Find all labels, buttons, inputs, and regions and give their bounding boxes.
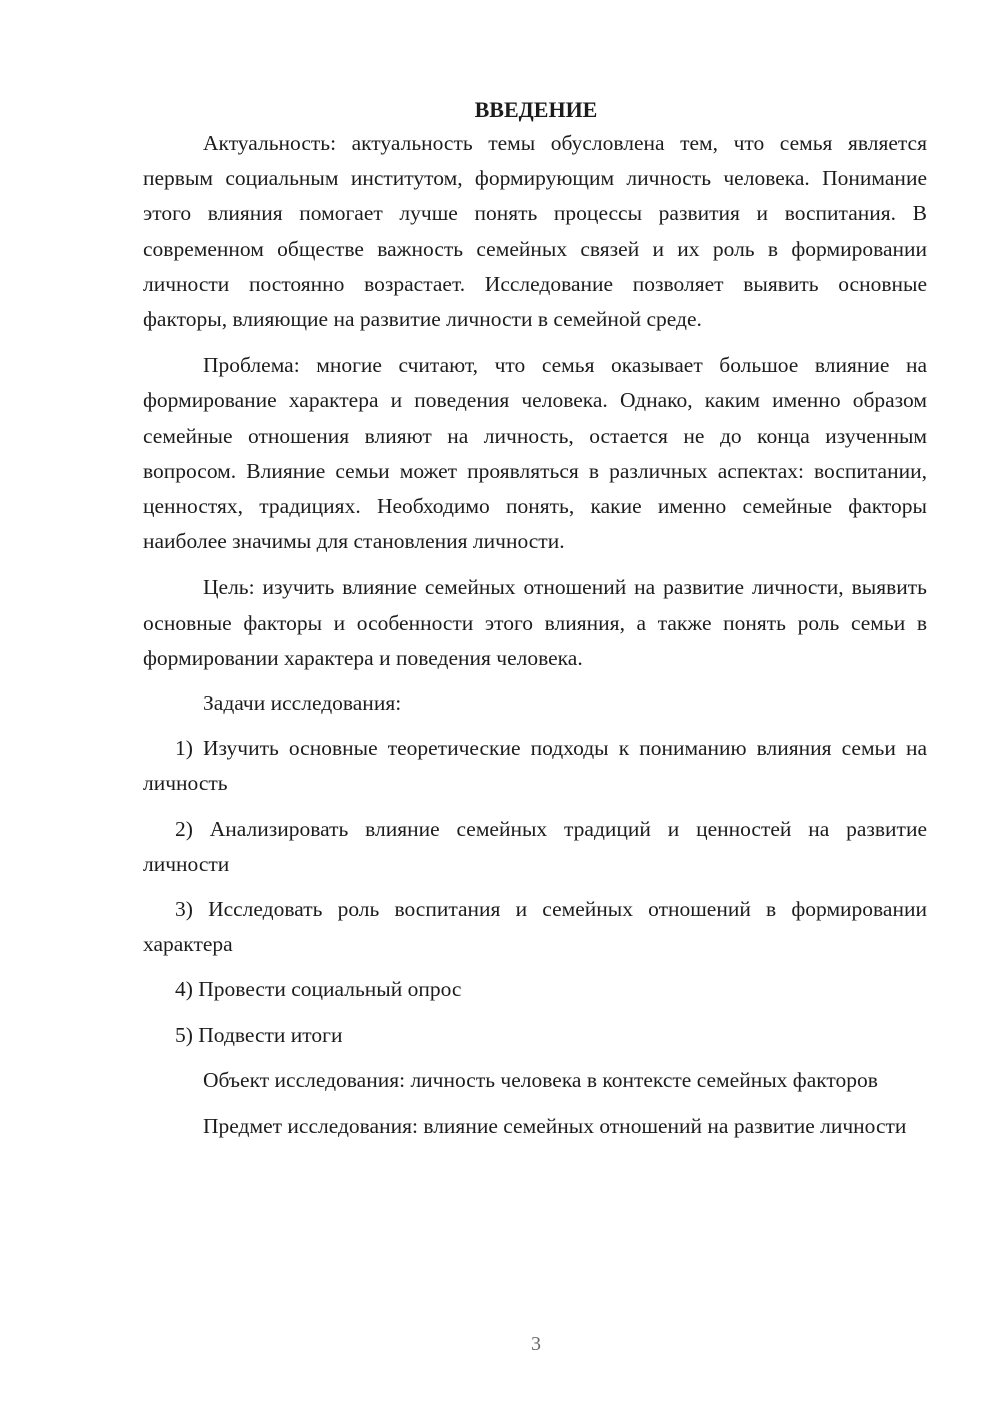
goal-paragraph: Цель: изучить влияние семейных отношений на развитие личности, выявить основные факторы и особенности этого влияния, а также понять роль семьи в формировании характера и поведения человека. xyxy=(143,575,927,670)
section-heading: ВВЕДЕНИЕ xyxy=(474,97,598,122)
relevance-paragraph: Актуальность: актуальность темы обусловлена тем, что семья является первым социальным институтом, формирующим личность человека. Понимание этого влияния помогает лучше понять процессы развития и воспитания. В современном обществе важность семейных связей и их роль в формировании личности постоянно возрастает. Исследование позволяет выявить основные факторы, влияющие на развитие личности в семейной среде. xyxy=(143,131,927,332)
task-item-5: 5) Подвести итоги xyxy=(175,1022,343,1047)
page-content xyxy=(143,92,927,1144)
task-item-4: 4) Провести социальный опрос xyxy=(175,977,462,1002)
subject-paragraph: Предмет исследования: влияние семейных отношений на развитие личности xyxy=(203,1114,907,1139)
page-number: 3 xyxy=(531,1333,541,1355)
task-item-3: 3) Исследовать роль воспитания и семейных отношений в формировании характера xyxy=(143,897,927,957)
object-paragraph: Объект исследования: личность человека в контексте семейных факторов xyxy=(203,1067,878,1092)
tasks-heading: Задачи исследования: xyxy=(203,691,402,716)
problem-paragraph: Проблема: многие считают, что семья оказывает большое влияние на формирование характера и поведения человека. Однако, каким именно образом семейные отношения влияют на личность, остается не до конца изученным вопросом. Влияние семьи может проявляться в различных аспектах: воспитании, ценностях, традициях. Необходимо понять, какие именно семейные факторы наиболее значимы для становления личности. xyxy=(143,353,927,554)
task-item-2: 2) Анализировать влияние семейных традиций и ценностей на развитие личности xyxy=(143,816,927,876)
task-item-1: 1) Изучить основные теоретические подходы к пониманию влияния семьи на личность xyxy=(143,736,927,796)
